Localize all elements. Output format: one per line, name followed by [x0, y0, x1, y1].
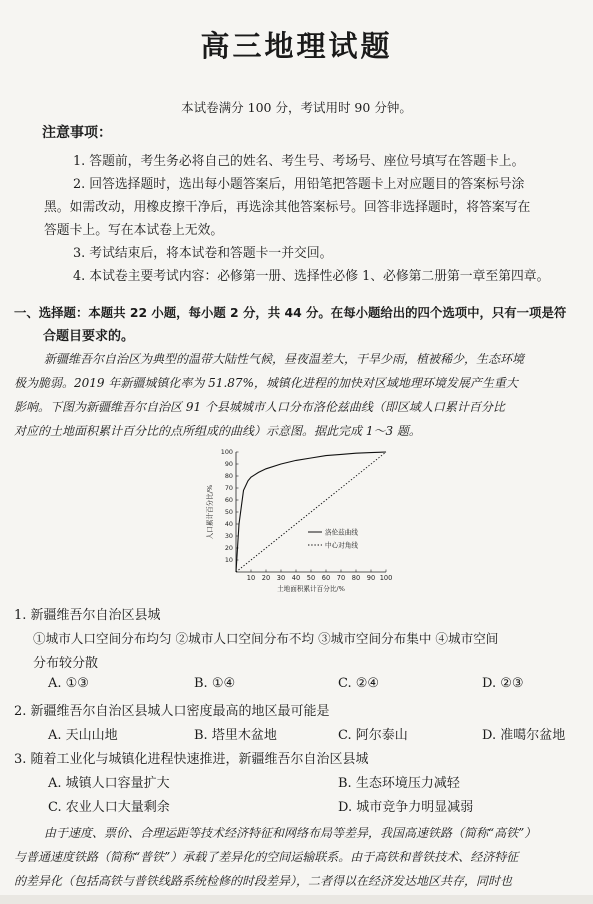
- legend-label: 中心对角线: [325, 541, 358, 550]
- q3-stem: 3. 随着工业化与城镇化进程快速推进，新疆维吾尔自治区县城: [14, 752, 369, 767]
- page-title: 高三地理试题: [200, 29, 393, 63]
- y-tick-label: 40: [224, 520, 233, 529]
- x-tick-label: 100: [379, 574, 393, 582]
- q2-stem: 2. 新疆维吾尔自治区县城人口密度最高的地区最可能是: [14, 704, 330, 719]
- x-tick-label: 20: [261, 574, 271, 582]
- notice-line-4: 答题卡上。写在本试卷上无效。: [44, 223, 224, 238]
- section-heading: 一、选择题：本题共 22 小题，每小题 2 分，共 44 分。在每小题给出的四个选项中，只有一项是符: [14, 305, 567, 320]
- passage1-line-1: 新疆维吾尔自治区为典型的温带大陆性气候，昼夜温差大，干旱少雨，植被稀少，生态环境: [44, 352, 525, 366]
- y-axis-label: 人口累计百分比/%: [206, 484, 214, 540]
- x-tick-label: 60: [321, 574, 331, 582]
- y-tick-label: 70: [224, 484, 233, 493]
- q1-statements-2: 分布较分散: [33, 656, 99, 671]
- y-tick-label: 90: [224, 460, 233, 469]
- notice-line-3: 黑。如需改动，用橡皮擦干净后，再选涂其他答案标号。回答非选择题时，将答案写在: [44, 200, 531, 215]
- q1-option-d: D. ②③: [482, 676, 524, 691]
- notice-heading: 注意事项：: [42, 125, 112, 141]
- notice-line-1: 1. 答题前，考生务必将自己的姓名、考生号、考场号、座位号填写在答题卡上。: [73, 154, 525, 169]
- q2-option-d: D. 准噶尔盆地: [482, 728, 566, 743]
- notice-line-6: 4. 本试卷主要考试内容：必修第一册、选择性必修 1、必修第二册第一章至第四章。: [73, 269, 550, 284]
- x-tick-label: 50: [306, 574, 316, 582]
- q3-option-b: B. 生态环境压力减轻: [338, 776, 460, 791]
- x-tick-label: 30: [276, 574, 286, 582]
- q1-option-b: B. ①④: [194, 676, 236, 691]
- lorenz-chart-svg: [200, 444, 400, 596]
- passage2-line-3: 的差异化（包括高铁与普铁线路系统检修的时段差异），二者得以在经济发达地区共存，同时也: [14, 874, 513, 888]
- diagonal-line: [236, 452, 386, 572]
- q3-option-a: A. 城镇人口容量扩大: [48, 776, 170, 791]
- lorenz-chart: [200, 444, 400, 596]
- x-tick-label: 10: [246, 574, 256, 582]
- q2-option-a: A. 天山山地: [48, 728, 118, 743]
- legend-label: 洛伦兹曲线: [325, 528, 358, 537]
- y-tick-label: 10: [224, 556, 233, 565]
- x-axis-label: 土地面积累计百分比/%: [277, 585, 345, 593]
- q2-option-c: C. 阿尔泰山: [338, 728, 408, 743]
- y-tick-label: 50: [224, 508, 233, 517]
- passage1-line-3: 影响。下图为新疆维吾尔自治区 91 个县城城市人口分布洛伦兹曲线（即区域人口累计百分比: [14, 400, 505, 414]
- x-tick-label: 70: [336, 574, 346, 582]
- y-tick-label: 60: [224, 496, 233, 505]
- passage2-line-1: 由于速度、票价、合理运距等技术经济特征和网络布局等差异，我国高速铁路（简称“高铁”）: [44, 826, 537, 840]
- q1-statements-1: ①城市人口空间分布均匀 ②城市人口空间分布不均 ③城市空间分布集中 ④城市空间: [33, 631, 499, 646]
- passage1-line-4: 对应的土地面积累计百分比的点所组成的曲线）示意图。据此完成 1～3 题。: [14, 424, 421, 438]
- q3-option-d: D. 城市竞争力明显减弱: [338, 800, 474, 815]
- q1-stem: 1. 新疆维吾尔自治区县城: [14, 608, 161, 623]
- x-tick-label: 40: [291, 574, 301, 582]
- exam-info: 本试卷满分 100 分，考试用时 90 分钟。: [181, 100, 412, 115]
- y-tick-label: 80: [224, 472, 233, 481]
- y-tick-label: 30: [224, 532, 233, 541]
- page-footer-strip: [0, 895, 593, 904]
- y-tick-label: 20: [224, 544, 233, 553]
- passage1-line-2: 极为脆弱。2019 年新疆城镇化率为 51.87%，城镇化进程的加快对区域地理环境发展产生重大: [14, 376, 518, 390]
- x-tick-label: 80: [351, 574, 361, 582]
- passage2-line-2: 与普通速度铁路（简称“普铁”）承载了差异化的空间运输联系。由于高铁和普铁技术、经济特征: [14, 850, 519, 864]
- y-tick-label: 100: [220, 448, 233, 457]
- q1-option-a: A. ①③: [48, 676, 89, 691]
- q3-option-c: C. 农业人口大量剩余: [48, 800, 170, 815]
- section-heading-cont: 合题目要求的。: [43, 329, 135, 344]
- q2-option-b: B. 塔里木盆地: [194, 728, 277, 743]
- notice-line-2: 2. 回答选择题时，选出每小题答案后，用铅笔把答题卡上对应题目的答案标号涂: [73, 177, 525, 192]
- q1-option-c: C. ②④: [338, 676, 380, 691]
- x-tick-label: 90: [366, 574, 376, 582]
- notice-line-5: 3. 考试结束后，将本试卷和答题卡一并交回。: [73, 246, 333, 261]
